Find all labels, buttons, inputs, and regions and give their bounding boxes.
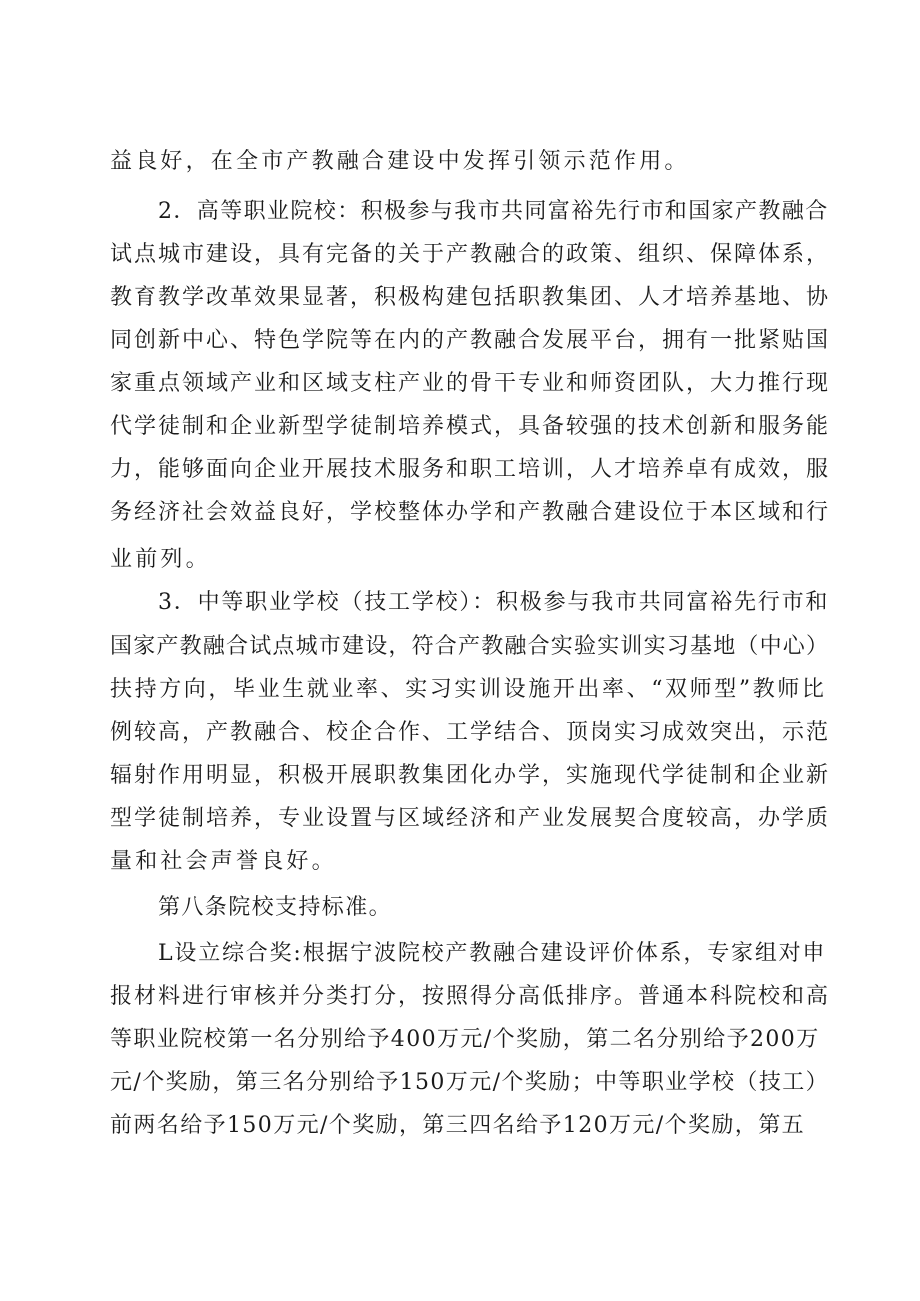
text-line: 教育教学改革效果显著，积极构建包括职教集团、人才培养基地、协 bbox=[110, 285, 831, 310]
text-line: 代学徒制和企业新型学徒制培养模式，具备较强的技术创新和服务能 bbox=[110, 414, 831, 439]
text-line: 国家产教融合试点城市建设，符合产教融合实验实训实习基地（中心） bbox=[110, 634, 830, 659]
text-line: 例较高，产教融合、校企合作、工学结合、顶岗实习成效突出，示范 bbox=[110, 720, 831, 745]
text-line: 扶持方向，毕业生就业率、实习实训设施开出率、“双师型”教师比 bbox=[110, 677, 827, 702]
text-line: 2．高等职业院校：积极参与我市共同富裕先行市和国家产教融合 bbox=[158, 199, 829, 224]
text-line: L设立综合奖:根据宁波院校产教融合建设评价体系，专家组对申 bbox=[158, 941, 827, 966]
text-line: 益良好，在全市产教融合建设中发挥引领示范作用。 bbox=[110, 149, 690, 174]
text-line: 报材料进行审核并分类打分，按照得分高低排序。普通本科院校和高 bbox=[110, 984, 831, 1009]
text-line: 前两名给予150万元/个奖励，第三四名给予120万元/个奖励，第五 bbox=[110, 1113, 806, 1138]
text-line: 业前列。 bbox=[110, 547, 211, 572]
text-line: 3．中等职业学校（技工学校）：积极参与我市共同富裕先行市和 bbox=[158, 590, 830, 615]
text-line: 量和社会声誉良好。 bbox=[110, 849, 337, 874]
text-line: 元/个奖励，第三名分别给予150万元/个奖励；中等职业学校（技工） bbox=[110, 1070, 830, 1095]
text-line: 型学徒制培养，专业设置与区域经济和产业发展契合度较高，办学质 bbox=[110, 806, 831, 831]
text-line: 同创新中心、特色学院等在内的产教融合发展平台，拥有一批紧贴国 bbox=[110, 328, 831, 353]
text-line: 试点城市建设，具有完备的关于产教融合的政策、组织、保障体系， bbox=[110, 242, 831, 267]
text-line: 务经济社会效益良好，学校整体办学和产教融合建设位于本区域和行 bbox=[110, 500, 831, 525]
text-line: 家重点领域产业和区域支柱产业的骨干专业和师资团队，大力推行现 bbox=[110, 371, 831, 396]
section-heading: 第八条院校支持标准。 bbox=[158, 895, 393, 920]
text-line: 力，能够面向企业开展技术服务和职工培训，人才培养卓有成效，服 bbox=[110, 457, 831, 482]
text-line: 等职业院校第一名分别给予400万元/个奖励，第二名分别给予200万 bbox=[110, 1027, 820, 1052]
text-line: 辐射作用明显，积极开展职教集团化办学，实施现代学徒制和企业新 bbox=[110, 763, 831, 788]
